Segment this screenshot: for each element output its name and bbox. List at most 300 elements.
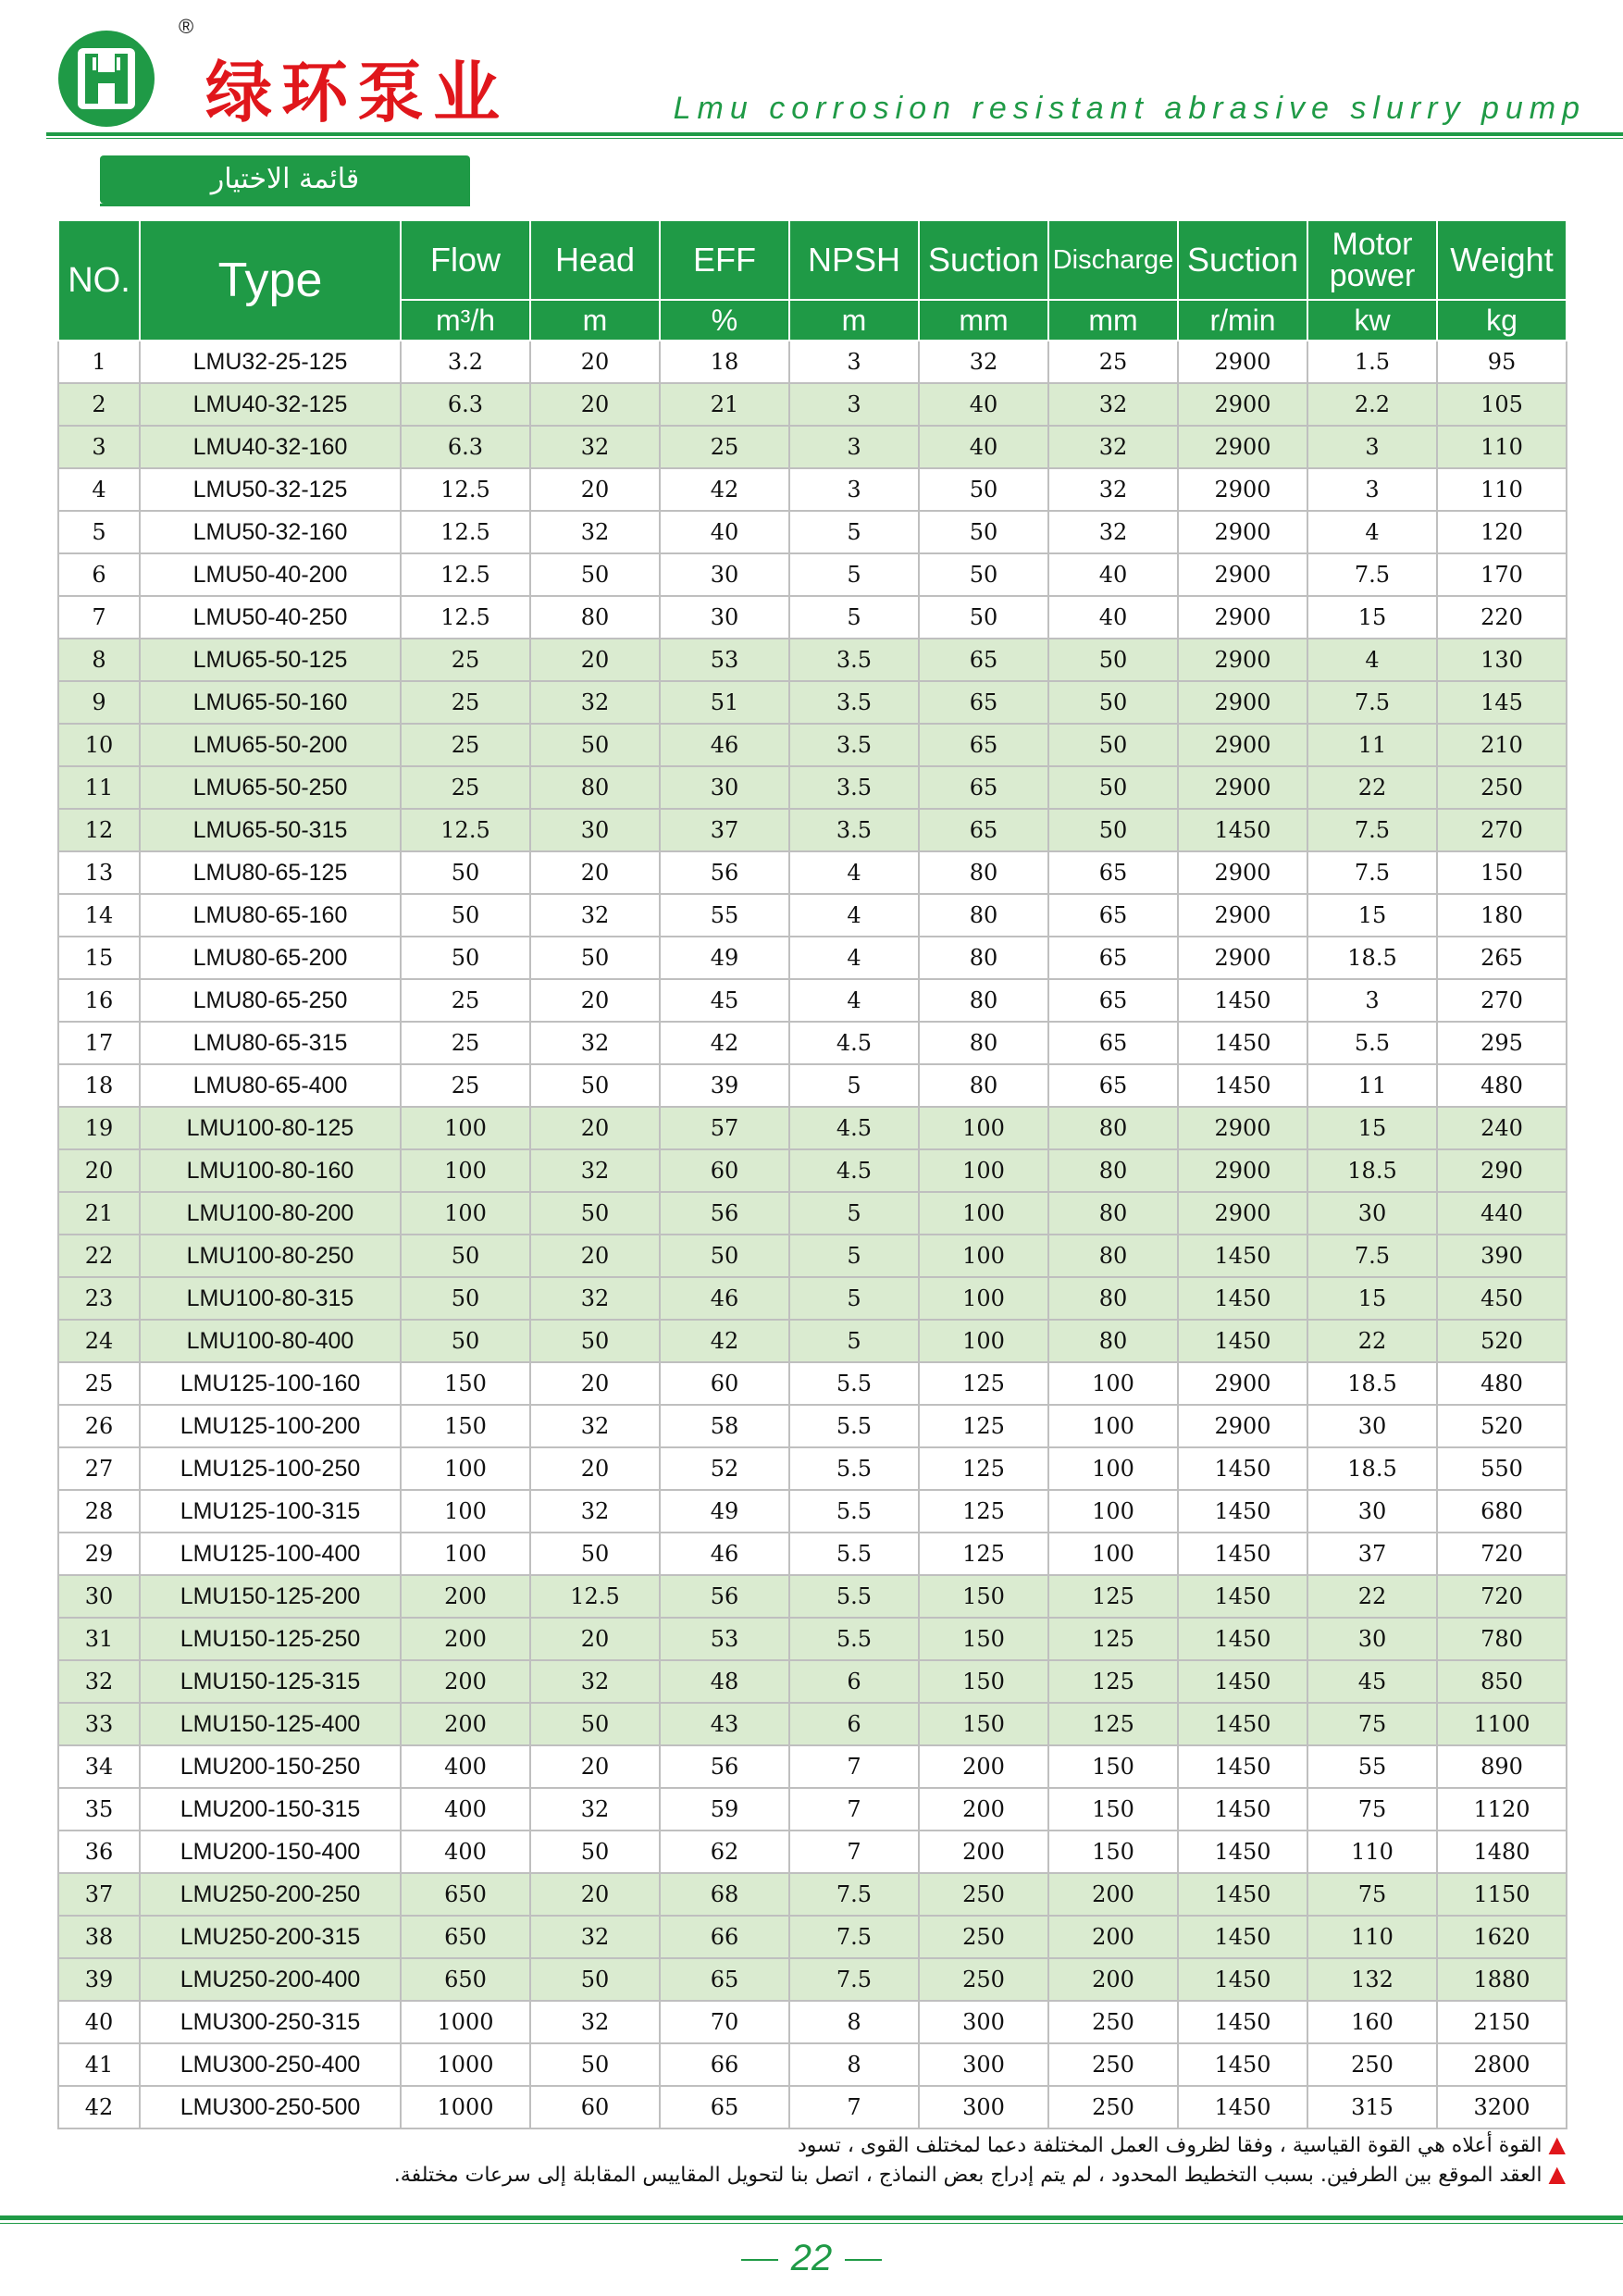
cell-npsh: 5.5 (789, 1618, 919, 1660)
cell-suction: 50 (919, 511, 1048, 553)
cell-flow: 100 (401, 1533, 530, 1575)
cell-weight: 180 (1437, 894, 1567, 937)
cell-motor-power: 132 (1307, 1958, 1437, 2001)
cell-no: 25 (58, 1362, 140, 1405)
cell-eff: 30 (660, 596, 789, 639)
col-header-weight: Weight (1437, 220, 1567, 300)
cell-discharge: 65 (1048, 937, 1178, 979)
cell-motor-power: 15 (1307, 596, 1437, 639)
cell-flow: 50 (401, 1320, 530, 1362)
table-row (58, 1447, 1567, 1490)
cell-npsh: 5.5 (789, 1362, 919, 1405)
cell-weight: 110 (1437, 468, 1567, 511)
cell-head: 12.5 (530, 1575, 660, 1618)
cell-npsh: 4.5 (789, 1149, 919, 1192)
cell-head: 32 (530, 894, 660, 937)
cell-npsh: 4 (789, 937, 919, 979)
cell-weight: 480 (1437, 1362, 1567, 1405)
cell-motor-power: 3 (1307, 979, 1437, 1022)
cell-speed: 2900 (1178, 937, 1307, 979)
cell-eff: 51 (660, 681, 789, 724)
cell-head: 20 (530, 468, 660, 511)
cell-flow: 150 (401, 1405, 530, 1447)
cell-head: 32 (530, 2001, 660, 2043)
table-row (58, 1873, 1567, 1916)
cell-speed: 1450 (1178, 1064, 1307, 1107)
cell-head: 50 (530, 553, 660, 596)
note-line (57, 2130, 1566, 2160)
cell-motor-power: 75 (1307, 1703, 1437, 1745)
cell-discharge: 65 (1048, 851, 1178, 894)
cell-weight: 720 (1437, 1533, 1567, 1575)
cell-head: 50 (530, 1958, 660, 2001)
cell-discharge: 65 (1048, 1022, 1178, 1064)
cell-discharge: 250 (1048, 2086, 1178, 2128)
cell-motor-power: 18.5 (1307, 1362, 1437, 1405)
table-row (58, 511, 1567, 553)
cell-motor-power: 7.5 (1307, 851, 1437, 894)
cell-weight: 680 (1437, 1490, 1567, 1533)
cell-motor-power: 2.2 (1307, 383, 1437, 426)
cell-no: 9 (58, 681, 140, 724)
cell-motor-power: 18.5 (1307, 937, 1437, 979)
cell-suction: 65 (919, 724, 1048, 766)
table-row (58, 1745, 1567, 1788)
cell-weight: 210 (1437, 724, 1567, 766)
cell-discharge: 80 (1048, 1235, 1178, 1277)
cell-discharge: 125 (1048, 1575, 1178, 1618)
cell-npsh: 7 (789, 1745, 919, 1788)
table-row (58, 426, 1567, 468)
cell-type: LMU200-150-315 (140, 1788, 401, 1831)
cell-weight: 170 (1437, 553, 1567, 596)
cell-motor-power: 15 (1307, 1107, 1437, 1149)
cell-flow: 25 (401, 639, 530, 681)
cell-npsh: 3 (789, 468, 919, 511)
cell-flow: 400 (401, 1788, 530, 1831)
cell-speed: 1450 (1178, 1533, 1307, 1575)
cell-no: 37 (58, 1873, 140, 1916)
cell-head: 80 (530, 596, 660, 639)
cell-weight: 105 (1437, 383, 1567, 426)
cell-npsh: 5.5 (789, 1490, 919, 1533)
cell-flow: 12.5 (401, 511, 530, 553)
cell-head: 50 (530, 2043, 660, 2086)
cell-flow: 25 (401, 979, 530, 1022)
note-text: القوة أعلاه هي القوة القياسية ، وفقا لظروف العمل المختلفة دعما لمختلف القوى ، تسود (797, 2134, 1542, 2157)
cell-eff: 53 (660, 639, 789, 681)
cell-suction: 80 (919, 1022, 1048, 1064)
cell-head: 50 (530, 1703, 660, 1745)
cell-type: LMU80-65-400 (140, 1064, 401, 1107)
table-row (58, 1533, 1567, 1575)
cell-flow: 25 (401, 724, 530, 766)
cell-eff: 56 (660, 1575, 789, 1618)
cell-weight: 265 (1437, 937, 1567, 979)
cell-flow: 3.2 (401, 341, 530, 383)
cell-flow: 650 (401, 1916, 530, 1958)
cell-flow: 25 (401, 681, 530, 724)
cell-motor-power: 75 (1307, 1873, 1437, 1916)
cell-npsh: 5.5 (789, 1447, 919, 1490)
cell-discharge: 25 (1048, 341, 1178, 383)
cell-type: LMU40-32-160 (140, 426, 401, 468)
cell-flow: 1000 (401, 2086, 530, 2128)
cell-no: 32 (58, 1660, 140, 1703)
cell-eff: 68 (660, 1873, 789, 1916)
cell-flow: 200 (401, 1575, 530, 1618)
cell-no: 19 (58, 1107, 140, 1149)
cell-no: 23 (58, 1277, 140, 1320)
col-header-speed: Suction (1178, 220, 1307, 300)
cell-speed: 1450 (1178, 1873, 1307, 1916)
cell-head: 20 (530, 979, 660, 1022)
cell-motor-power: 1.5 (1307, 341, 1437, 383)
cell-suction: 250 (919, 1873, 1048, 1916)
cell-npsh: 4 (789, 979, 919, 1022)
cell-suction: 40 (919, 426, 1048, 468)
cell-no: 30 (58, 1575, 140, 1618)
cell-suction: 100 (919, 1107, 1048, 1149)
cell-weight: 1620 (1437, 1916, 1567, 1958)
cell-speed: 1450 (1178, 1235, 1307, 1277)
cell-speed: 1450 (1178, 1745, 1307, 1788)
selection-table (57, 219, 1567, 2129)
brand-name: 绿环泵业 (205, 53, 510, 131)
cell-head: 50 (530, 1831, 660, 1873)
cell-type: LMU300-250-500 (140, 2086, 401, 2128)
cell-suction: 65 (919, 681, 1048, 724)
cell-type: LMU150-125-250 (140, 1618, 401, 1660)
table-row (58, 1022, 1567, 1064)
cell-motor-power: 30 (1307, 1618, 1437, 1660)
cell-motor-power: 30 (1307, 1490, 1437, 1533)
cell-eff: 45 (660, 979, 789, 1022)
footer-rule-thin (0, 2223, 1623, 2224)
cell-eff: 65 (660, 1958, 789, 2001)
cell-npsh: 3.5 (789, 681, 919, 724)
cell-discharge: 65 (1048, 1064, 1178, 1107)
cell-weight: 150 (1437, 851, 1567, 894)
cell-type: LMU250-200-250 (140, 1873, 401, 1916)
cell-suction: 80 (919, 979, 1048, 1022)
table-row (58, 979, 1567, 1022)
table-row (58, 2043, 1567, 2086)
cell-flow: 100 (401, 1107, 530, 1149)
cell-npsh: 5.5 (789, 1575, 919, 1618)
cell-speed: 2900 (1178, 1405, 1307, 1447)
cell-no: 7 (58, 596, 140, 639)
cell-suction: 50 (919, 553, 1048, 596)
table-row (58, 1320, 1567, 1362)
cell-weight: 2800 (1437, 2043, 1567, 2086)
cell-speed: 1450 (1178, 1916, 1307, 1958)
cell-head: 20 (530, 851, 660, 894)
cell-no: 28 (58, 1490, 140, 1533)
cell-speed: 2900 (1178, 596, 1307, 639)
cell-type: LMU125-100-400 (140, 1533, 401, 1575)
cell-discharge: 150 (1048, 1745, 1178, 1788)
unit-flow: m³/h (401, 300, 530, 341)
cell-eff: 56 (660, 1745, 789, 1788)
unit-speed: r/min (1178, 300, 1307, 341)
cell-weight: 220 (1437, 596, 1567, 639)
cell-eff: 55 (660, 894, 789, 937)
cell-motor-power: 15 (1307, 894, 1437, 937)
header-rule (46, 132, 1623, 136)
table-row (58, 681, 1567, 724)
cell-motor-power: 22 (1307, 766, 1437, 809)
cell-type: LMU40-32-125 (140, 383, 401, 426)
col-header-eff: EFF (660, 220, 789, 300)
cell-type: LMU200-150-400 (140, 1831, 401, 1873)
cell-motor-power: 22 (1307, 1320, 1437, 1362)
cell-flow: 12.5 (401, 468, 530, 511)
cell-suction: 100 (919, 1277, 1048, 1320)
cell-speed: 1450 (1178, 979, 1307, 1022)
cell-head: 32 (530, 426, 660, 468)
cell-flow: 100 (401, 1192, 530, 1235)
cell-suction: 100 (919, 1320, 1048, 1362)
cell-type: LMU50-40-250 (140, 596, 401, 639)
cell-type: LMU65-50-160 (140, 681, 401, 724)
cell-no: 39 (58, 1958, 140, 2001)
cell-npsh: 5 (789, 1277, 919, 1320)
cell-suction: 80 (919, 937, 1048, 979)
table-row (58, 1064, 1567, 1107)
cell-speed: 2900 (1178, 468, 1307, 511)
cell-npsh: 8 (789, 2043, 919, 2086)
cell-flow: 400 (401, 1745, 530, 1788)
col-header-head: Head (530, 220, 660, 300)
cell-no: 2 (58, 383, 140, 426)
cell-weight: 720 (1437, 1575, 1567, 1618)
cell-flow: 25 (401, 1022, 530, 1064)
cell-no: 36 (58, 1831, 140, 1873)
cell-motor-power: 250 (1307, 2043, 1437, 2086)
cell-head: 60 (530, 2086, 660, 2128)
cell-suction: 100 (919, 1192, 1048, 1235)
cell-head: 50 (530, 1320, 660, 1362)
col-header-motor-power: Motor power (1307, 220, 1437, 300)
cell-motor-power: 22 (1307, 1575, 1437, 1618)
cell-motor-power: 45 (1307, 1660, 1437, 1703)
cell-type: LMU50-32-125 (140, 468, 401, 511)
cell-motor-power: 4 (1307, 511, 1437, 553)
cell-npsh: 7.5 (789, 1958, 919, 2001)
cell-head: 20 (530, 1745, 660, 1788)
cell-head: 32 (530, 511, 660, 553)
cell-type: LMU100-80-200 (140, 1192, 401, 1235)
cell-flow: 50 (401, 1277, 530, 1320)
cell-eff: 56 (660, 851, 789, 894)
section-title-underline (100, 204, 470, 206)
cell-npsh: 7 (789, 1788, 919, 1831)
cell-discharge: 100 (1048, 1490, 1178, 1533)
cell-suction: 32 (919, 341, 1048, 383)
cell-motor-power: 7.5 (1307, 681, 1437, 724)
cell-type: LMU80-65-250 (140, 979, 401, 1022)
cell-flow: 12.5 (401, 596, 530, 639)
cell-suction: 50 (919, 468, 1048, 511)
cell-head: 32 (530, 1788, 660, 1831)
unit-suction: mm (919, 300, 1048, 341)
cell-eff: 56 (660, 1192, 789, 1235)
cell-speed: 1450 (1178, 1703, 1307, 1745)
cell-type: LMU65-50-315 (140, 809, 401, 851)
cell-motor-power: 7.5 (1307, 1235, 1437, 1277)
cell-suction: 100 (919, 1235, 1048, 1277)
cell-weight: 520 (1437, 1405, 1567, 1447)
cell-type: LMU80-65-125 (140, 851, 401, 894)
cell-no: 22 (58, 1235, 140, 1277)
cell-suction: 65 (919, 639, 1048, 681)
cell-flow: 200 (401, 1660, 530, 1703)
table-row (58, 851, 1567, 894)
cell-npsh: 3 (789, 341, 919, 383)
cell-type: LMU125-100-250 (140, 1447, 401, 1490)
cell-motor-power: 3 (1307, 426, 1437, 468)
cell-npsh: 5 (789, 596, 919, 639)
cell-flow: 25 (401, 766, 530, 809)
cell-type: LMU250-200-400 (140, 1958, 401, 2001)
footer-rule (0, 2215, 1623, 2220)
cell-discharge: 32 (1048, 426, 1178, 468)
cell-weight: 550 (1437, 1447, 1567, 1490)
table-row (58, 766, 1567, 809)
cell-type: LMU80-65-160 (140, 894, 401, 937)
cell-discharge: 250 (1048, 2043, 1178, 2086)
cell-no: 38 (58, 1916, 140, 1958)
cell-head: 32 (530, 1660, 660, 1703)
cell-head: 20 (530, 1107, 660, 1149)
cell-suction: 125 (919, 1405, 1048, 1447)
cell-flow: 1000 (401, 2043, 530, 2086)
cell-discharge: 50 (1048, 724, 1178, 766)
cell-motor-power: 30 (1307, 1192, 1437, 1235)
cell-discharge: 40 (1048, 596, 1178, 639)
cell-speed: 2900 (1178, 639, 1307, 681)
cell-speed: 2900 (1178, 1107, 1307, 1149)
cell-suction: 150 (919, 1660, 1048, 1703)
product-slogan: Lmu corrosion resistant abrasive slurry pump (673, 91, 1586, 126)
cell-suction: 300 (919, 2043, 1048, 2086)
cell-type: LMU125-100-160 (140, 1362, 401, 1405)
cell-eff: 60 (660, 1149, 789, 1192)
cell-no: 35 (58, 1788, 140, 1831)
cell-flow: 200 (401, 1703, 530, 1745)
cell-npsh: 8 (789, 2001, 919, 2043)
cell-flow: 100 (401, 1149, 530, 1192)
cell-eff: 39 (660, 1064, 789, 1107)
cell-speed: 1450 (1178, 2043, 1307, 2086)
table-row (58, 1575, 1567, 1618)
note-line (57, 2160, 1566, 2190)
cell-suction: 100 (919, 1149, 1048, 1192)
cell-no: 8 (58, 639, 140, 681)
col-header-npsh: NPSH (789, 220, 919, 300)
cell-eff: 50 (660, 1235, 789, 1277)
cell-no: 14 (58, 894, 140, 937)
col-header-flow: Flow (401, 220, 530, 300)
cell-eff: 60 (660, 1362, 789, 1405)
unit-head: m (530, 300, 660, 341)
cell-type: LMU50-40-200 (140, 553, 401, 596)
cell-flow: 650 (401, 1873, 530, 1916)
cell-flow: 12.5 (401, 809, 530, 851)
cell-head: 20 (530, 1873, 660, 1916)
cell-eff: 43 (660, 1703, 789, 1745)
cell-no: 31 (58, 1618, 140, 1660)
cell-no: 18 (58, 1064, 140, 1107)
cell-motor-power: 18.5 (1307, 1447, 1437, 1490)
cell-speed: 2900 (1178, 511, 1307, 553)
cell-head: 20 (530, 639, 660, 681)
cell-type: LMU125-100-200 (140, 1405, 401, 1447)
cell-suction: 250 (919, 1958, 1048, 2001)
cell-speed: 2900 (1178, 681, 1307, 724)
table-row (58, 1490, 1567, 1533)
cell-suction: 125 (919, 1490, 1048, 1533)
cell-head: 20 (530, 1618, 660, 1660)
cell-head: 32 (530, 1277, 660, 1320)
cell-npsh: 5 (789, 553, 919, 596)
table-row (58, 1192, 1567, 1235)
cell-suction: 150 (919, 1703, 1048, 1745)
cell-npsh: 6 (789, 1660, 919, 1703)
cell-speed: 1450 (1178, 1575, 1307, 1618)
cell-suction: 200 (919, 1745, 1048, 1788)
cell-motor-power: 160 (1307, 2001, 1437, 2043)
cell-head: 32 (530, 1490, 660, 1533)
cell-weight: 850 (1437, 1660, 1567, 1703)
header-rule-thin (46, 138, 1623, 139)
cell-speed: 2900 (1178, 1362, 1307, 1405)
cell-weight: 780 (1437, 1618, 1567, 1660)
col-header-no: NO. (58, 220, 140, 341)
cell-weight: 240 (1437, 1107, 1567, 1149)
cell-head: 20 (530, 341, 660, 383)
unit-discharge: mm (1048, 300, 1178, 341)
cell-npsh: 3.5 (789, 724, 919, 766)
cell-type: LMU100-80-400 (140, 1320, 401, 1362)
cell-weight: 110 (1437, 426, 1567, 468)
cell-weight: 450 (1437, 1277, 1567, 1320)
cell-head: 32 (530, 1022, 660, 1064)
cell-motor-power: 15 (1307, 1277, 1437, 1320)
cell-weight: 295 (1437, 1022, 1567, 1064)
page-number-text: 22 (790, 2238, 833, 2278)
cell-weight: 1120 (1437, 1788, 1567, 1831)
cell-motor-power: 3 (1307, 468, 1437, 511)
cell-no: 27 (58, 1447, 140, 1490)
cell-suction: 200 (919, 1831, 1048, 1873)
cell-speed: 2900 (1178, 341, 1307, 383)
cell-npsh: 5.5 (789, 1533, 919, 1575)
cell-eff: 58 (660, 1405, 789, 1447)
table-row (58, 383, 1567, 426)
cell-head: 32 (530, 681, 660, 724)
cell-discharge: 150 (1048, 1831, 1178, 1873)
cell-head: 20 (530, 383, 660, 426)
cell-eff: 46 (660, 724, 789, 766)
cell-speed: 2900 (1178, 724, 1307, 766)
cell-suction: 65 (919, 766, 1048, 809)
cell-discharge: 100 (1048, 1362, 1178, 1405)
cell-speed: 1450 (1178, 1788, 1307, 1831)
cell-type: LMU100-80-160 (140, 1149, 401, 1192)
cell-eff: 42 (660, 1320, 789, 1362)
